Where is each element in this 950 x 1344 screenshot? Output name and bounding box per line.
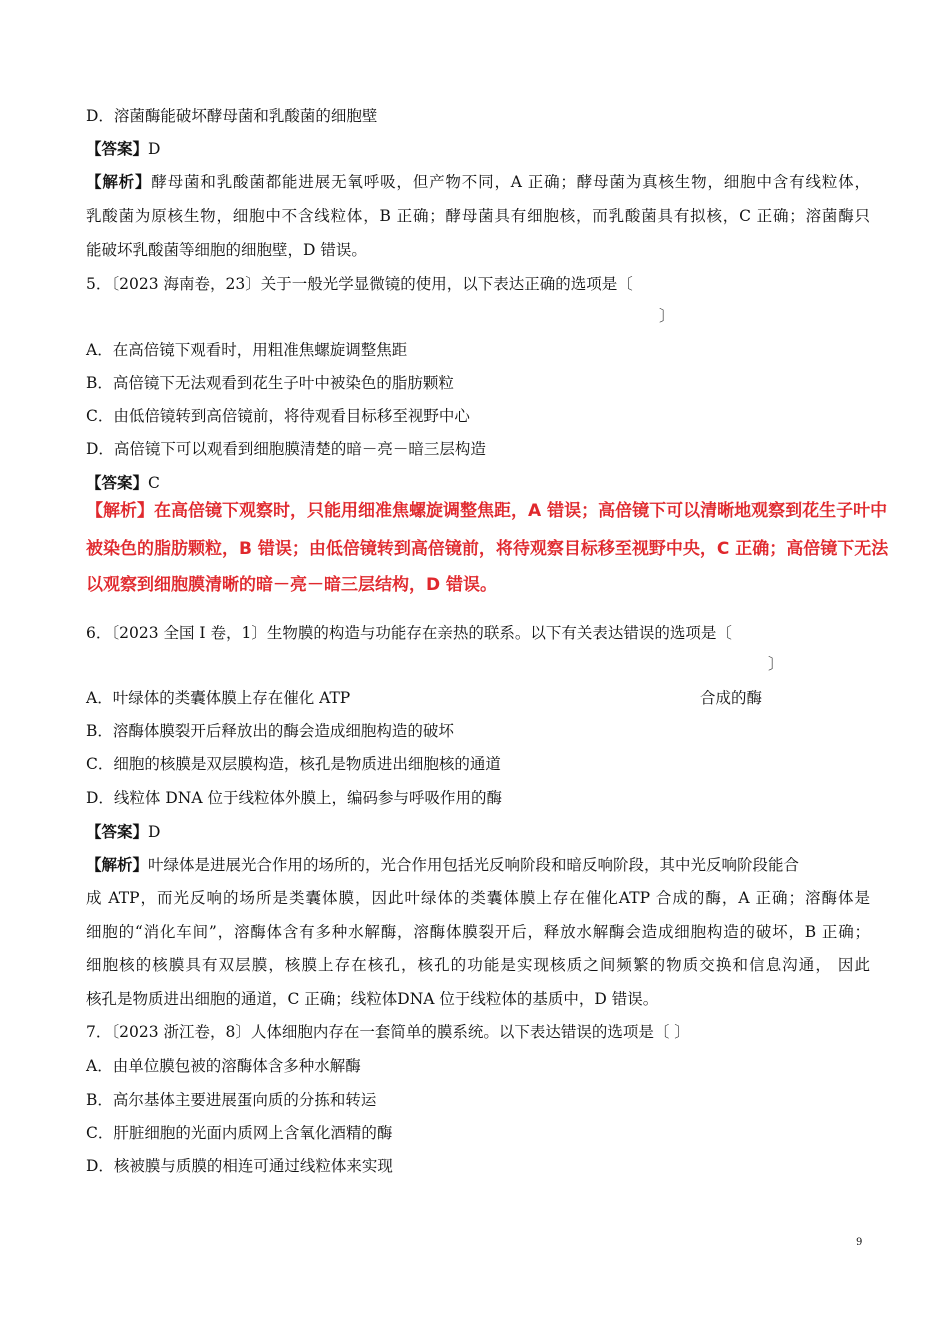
answer-tag: 【答案】 (86, 139, 149, 158)
analysis-text: 酵母菌和乳酸菌都能进展无氧呼吸，但产物不同，A 正确；酵母菌为真核生物，细胞中含有线粒体， (151, 173, 870, 191)
answer-tag: 【答案】 (86, 473, 149, 492)
q6-analysis-line: 核孔是物质进出细胞的通道，C 正确；线粒体DNA 位于线粒体的基质中，D 错误。 (86, 990, 659, 1008)
q6-option-c: C．细胞的核膜是双层膜构造，核孔是物质进出细胞核的通道 (86, 755, 501, 773)
q5-option-d: D．高倍镜下可以观看到细胞膜清楚的暗－亮－暗三层构造 (86, 440, 486, 458)
q7-option-a: A．由单位膜包被的溶酶体含多种水解酶 (86, 1057, 361, 1075)
q6-analysis-line: 细胞的“消化车间”，溶酶体含有多种水解酶，溶酶体膜裂开后，释放水解酶会造成细胞构造的破坏，B 正确； (86, 923, 870, 941)
q5-analysis-line: 被染色的脂肪颗粒，B 错误；由低倍镜转到高倍镜前，将待观察目标移至视野中央，C 正确；高倍镜下无法 (86, 539, 889, 559)
page-number: 9 (856, 1237, 863, 1248)
q6-option-b: B．溶酶体膜裂开后释放出的酶会造成细胞构造的破坏 (86, 722, 454, 740)
q7-option-d: D．核被膜与质膜的相连可通过线粒体来实现 (86, 1157, 393, 1175)
q6-option-a-tail: 合成的酶 (700, 689, 763, 707)
q6-option-a: A．叶绿体的类囊体膜上存在催化 ATP (86, 689, 351, 707)
q4-analysis-line: 乳酸菌为原核生物，细胞中不含线粒体，B 正确；酵母菌具有细胞核，而乳酸菌具有拟核，C 正确；溶菌酶只 (86, 207, 870, 225)
q6-analysis-line: 成 ATP，而光反响的场所是类囊体膜，因此叶绿体的类囊体膜上存在催化ATP 合成的酶，A 正确；溶酶体是 (86, 889, 870, 907)
q7-option-c: C．肝脏细胞的光面内质网上含氧化酒精的酶 (86, 1124, 393, 1142)
q4-answer (86, 139, 160, 159)
q5-answer (86, 473, 160, 493)
q4-analysis-line (86, 172, 870, 192)
q5-bracket-close: 〕 (659, 307, 675, 325)
q5-option-a: A．在高倍镜下观看时，用粗准焦螺旋调整焦距 (86, 341, 408, 359)
q6-answer (86, 822, 160, 842)
q6-analysis-line: 细胞核的核膜具有双层膜，核膜上存在核孔，核孔的功能是实现核质之间频繁的物质交换和信息沟通， 因此 (86, 956, 870, 974)
q5-option-c: C．由低倍镜转到高倍镜前，将待观看目标移至视野中心 (86, 407, 470, 425)
q6-option-d: D．线粒体 DNA 位于线粒体外膜上，编码参与呼吸作用的酶 (86, 789, 502, 807)
q6-analysis-line (86, 855, 799, 875)
q7-option-b: B．高尔基体主要进展蛋向质的分拣和转运 (86, 1091, 377, 1109)
analysis-text: 叶绿体是进展光合作用的场所的，光合作用包括光反响阶段和暗反响阶段，其中光反响阶段能合 (148, 856, 800, 874)
q6-bracket-close: 〕 (768, 655, 784, 673)
answer-tag: 【答案】 (86, 822, 149, 841)
answer-value: C (148, 474, 160, 492)
q5-analysis-line: 以观察到细胞膜清晰的暗－亮－暗三层结构，D 错误。 (86, 575, 498, 595)
q5-stem: 5．〔2023 海南卷，23〕关于一般光学显微镜的使用，以下表达正确的选项是〔 (86, 275, 633, 293)
q7-stem: 7．〔2023 浙江卷，8〕人体细胞内存在一套简单的膜系统。以下表达错误的选项是〔 〕 (86, 1023, 690, 1041)
analysis-tag: 【解析】 (86, 172, 152, 191)
answer-value: D (148, 823, 161, 841)
q5-analysis-line: 【解析】在高倍镜下观察时，只能用细准焦螺旋调整焦距，A 错误；高倍镜下可以清晰地观察到花生子叶中 (86, 501, 888, 521)
answer-value: D (148, 140, 161, 158)
q6-stem: 6．〔2023 全国 I 卷，1〕生物膜的构造与功能存在亲热的联系。以下有关表达错误的选项是〔 (86, 624, 732, 642)
q4-option-d: D．溶菌酶能破坏酵母菌和乳酸菌的细胞壁 (86, 107, 378, 125)
q5-option-b: B．高倍镜下无法观看到花生子叶中被染色的脂肪颗粒 (86, 374, 454, 392)
analysis-tag: 【解析】 (86, 855, 149, 874)
q4-analysis-line: 能破坏乳酸菌等细胞的细胞壁，D 错误。 (86, 241, 367, 259)
